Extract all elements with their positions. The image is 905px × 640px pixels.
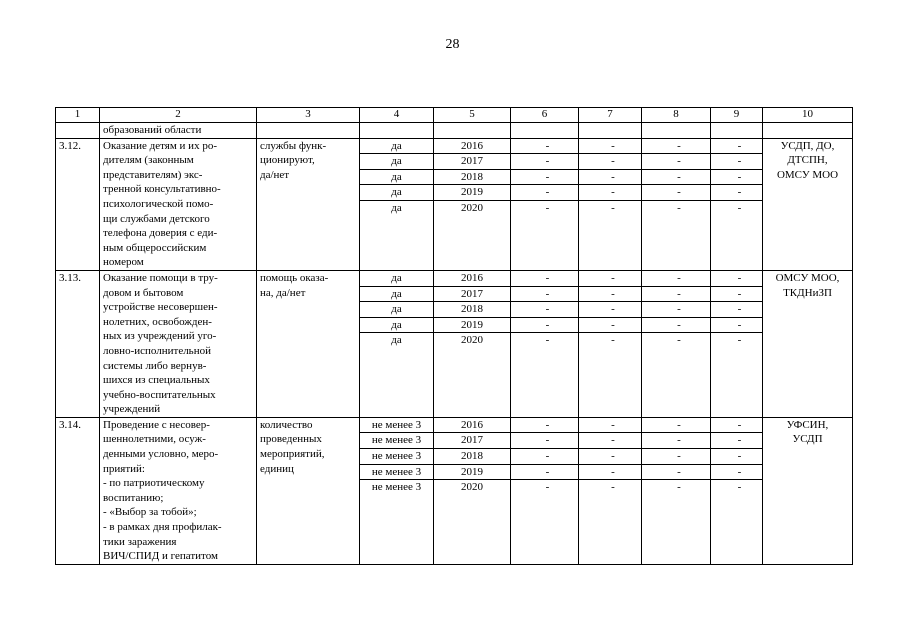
item-name-line: щи службами детского xyxy=(103,212,210,225)
continuation-indicator-cell xyxy=(257,123,360,139)
year-value: 2018 xyxy=(434,302,510,318)
responsible-line: УСДП xyxy=(792,433,823,446)
target-value-stack xyxy=(360,418,433,495)
funding-c6-cell xyxy=(511,417,579,564)
year-value-stack xyxy=(434,271,510,348)
funding-c7-cell xyxy=(579,417,642,564)
funding-c9-value: - xyxy=(737,201,742,214)
funding-c9-value: - xyxy=(711,185,762,201)
item-name-line: Оказание помощи в тру- xyxy=(103,271,218,284)
item-name-line: дителям (законным xyxy=(103,154,194,167)
funding-c9-value: - xyxy=(737,334,742,347)
header-cell: 8 xyxy=(642,108,711,123)
header-cell: 5 xyxy=(434,108,511,123)
funding-c7-value: - xyxy=(611,201,615,214)
target-value-stack xyxy=(360,271,433,348)
funding-c8-cell xyxy=(642,417,711,564)
header-cell: 1 xyxy=(56,108,100,123)
item-number-cell xyxy=(56,138,100,270)
indicator-line: на, да/нет xyxy=(260,286,306,299)
year-value: 2018 xyxy=(434,449,510,465)
target-value: не менее 3 xyxy=(360,465,433,481)
indicator-cell xyxy=(257,138,360,270)
item-name-line: шеннолетними, осуж- xyxy=(103,433,206,446)
funding-c7-value: - xyxy=(579,418,641,434)
funding-c6-value: - xyxy=(511,271,578,287)
year-value: 2018 xyxy=(434,170,510,186)
funding-c8-value: - xyxy=(642,271,710,287)
funding-c9-value: - xyxy=(711,449,762,465)
item-name-line: учреждений xyxy=(103,403,161,416)
funding-c9-value-stack xyxy=(711,139,762,216)
header-cell: 4 xyxy=(360,108,434,123)
item-name-line: денными условно, меро- xyxy=(103,448,219,461)
header-cell: 9 xyxy=(711,108,763,123)
year-value: 2016 xyxy=(434,139,510,155)
indicator-cell xyxy=(257,417,360,564)
item-name-line: Оказание детям и их ро- xyxy=(103,139,217,152)
indicator-line: помощь оказа- xyxy=(260,271,329,284)
funding-c6-value: - xyxy=(511,465,578,481)
year-value: 2019 xyxy=(434,465,510,481)
item-name-line: представителям) экс- xyxy=(103,168,203,181)
year-cell xyxy=(434,138,511,270)
responsible-cell xyxy=(763,270,853,417)
funding-c8-value: - xyxy=(642,154,710,170)
item-name-line: ным общероссийским xyxy=(103,241,207,254)
target-value: да xyxy=(360,170,433,186)
item-name-cell xyxy=(100,138,257,270)
item-name-line: - «Выбор за тобой»; xyxy=(103,506,197,519)
indicator-line: ционируют, xyxy=(260,154,315,167)
year-value: 2016 xyxy=(434,271,510,287)
table-header-row xyxy=(56,108,853,123)
year-value: 2017 xyxy=(434,287,510,303)
continuation-num-cell xyxy=(56,123,100,139)
continuation-value-cell xyxy=(360,123,434,139)
year-value: 2020 xyxy=(461,201,483,214)
item-name-line: ловно-исполнительной xyxy=(103,344,211,357)
funding-c6-value: - xyxy=(545,334,550,347)
funding-c8-value: - xyxy=(642,449,710,465)
responsible-line: ДТСПН, xyxy=(787,154,828,167)
continuation-row xyxy=(56,123,853,139)
funding-c6-value: - xyxy=(511,318,578,334)
funding-c8-cell xyxy=(642,270,711,417)
funding-c7-value: - xyxy=(579,154,641,170)
funding-c9-value: - xyxy=(711,465,762,481)
funding-c6-value: - xyxy=(511,287,578,303)
responsible-line: ОМСУ МОО, xyxy=(775,271,840,284)
target-value: да xyxy=(360,271,433,287)
year-value: 2019 xyxy=(434,185,510,201)
item-name-line: Проведение с несовер- xyxy=(103,418,210,431)
responsible-cell xyxy=(763,417,853,564)
year-cell xyxy=(434,270,511,417)
funding-c7-cell xyxy=(579,138,642,270)
funding-c6-value: - xyxy=(511,139,578,155)
funding-c9-value: - xyxy=(737,481,742,494)
funding-c6-value: - xyxy=(545,481,550,494)
continuation-c9-cell xyxy=(711,123,763,139)
funding-c7-value: - xyxy=(579,318,641,334)
funding-c8-value: - xyxy=(642,170,710,186)
item-name-line: довом и бытовом xyxy=(103,286,184,299)
responsible-line: ТКДНиЗП xyxy=(783,286,832,299)
year-value-stack xyxy=(434,418,510,495)
item-number: 3.14. xyxy=(59,418,81,431)
item-name-line: устройстве несовершен- xyxy=(103,301,218,314)
funding-c9-cell xyxy=(711,270,763,417)
funding-c7-value-stack xyxy=(579,139,641,216)
year-value-stack xyxy=(434,139,510,216)
funding-c6-value-stack xyxy=(511,271,578,348)
header-cell: 7 xyxy=(579,108,642,123)
target-value-stack xyxy=(360,139,433,216)
continuation-name-cell xyxy=(100,123,257,139)
funding-c9-value: - xyxy=(711,154,762,170)
indicator-line: количество xyxy=(260,418,313,431)
item-name-line: ных из учреждений уго- xyxy=(103,330,217,343)
funding-c9-value: - xyxy=(711,302,762,318)
funding-c8-value: - xyxy=(642,287,710,303)
item-name-line: - по патриотическому xyxy=(103,477,205,490)
funding-c7-value: - xyxy=(579,465,641,481)
item-name-line: учебно-воспитательных xyxy=(103,388,216,401)
target-value: не менее 3 xyxy=(371,481,422,494)
funding-c6-value-stack xyxy=(511,418,578,495)
table-row xyxy=(56,138,853,270)
header-cell: 6 xyxy=(511,108,579,123)
item-name-cell xyxy=(100,417,257,564)
funding-c8-value-stack xyxy=(642,271,710,348)
funding-c8-value: - xyxy=(677,334,681,347)
header-cell: 3 xyxy=(257,108,360,123)
funding-c6-value: - xyxy=(511,302,578,318)
funding-c9-value-stack xyxy=(711,418,762,495)
funding-c9-value: - xyxy=(711,139,762,155)
funding-c7-value-stack xyxy=(579,271,641,348)
funding-c6-value: - xyxy=(545,201,550,214)
continuation-c7-cell xyxy=(579,123,642,139)
target-value: да xyxy=(360,139,433,155)
item-name-line: нолетних, освобожден- xyxy=(103,315,212,328)
header-cell: 2 xyxy=(100,108,257,123)
item-name-line: психологической помо- xyxy=(103,197,214,210)
funding-c7-value: - xyxy=(579,139,641,155)
funding-c7-value: - xyxy=(579,287,641,303)
target-value-cell xyxy=(360,270,434,417)
funding-c7-value: - xyxy=(579,170,641,186)
year-value: 2019 xyxy=(434,318,510,334)
continuation-year-cell xyxy=(434,123,511,139)
target-value-cell xyxy=(360,138,434,270)
funding-c8-value: - xyxy=(677,201,681,214)
target-value: не менее 3 xyxy=(360,449,433,465)
year-value: 2020 xyxy=(461,334,483,347)
funding-c9-value: - xyxy=(711,271,762,287)
item-name-line: приятий: xyxy=(103,462,145,475)
responsible-line: ОМСУ МОО xyxy=(776,168,839,181)
item-name-line: системы либо вернув- xyxy=(103,359,207,372)
name-line: образований области xyxy=(103,124,202,136)
indicator-line: службы функ- xyxy=(260,139,327,152)
funding-c8-value: - xyxy=(677,481,681,494)
funding-c9-cell xyxy=(711,138,763,270)
year-cell xyxy=(434,417,511,564)
funding-c7-value: - xyxy=(579,449,641,465)
item-name-cell xyxy=(100,270,257,417)
funding-c7-value: - xyxy=(611,334,615,347)
funding-c8-cell xyxy=(642,138,711,270)
target-value: не менее 3 xyxy=(360,433,433,449)
funding-c9-value: - xyxy=(711,287,762,303)
funding-c7-value-stack xyxy=(579,418,641,495)
year-value: 2017 xyxy=(434,154,510,170)
target-value: да xyxy=(360,302,433,318)
responsible-line: УФСИН, xyxy=(786,418,829,431)
funding-c7-value: - xyxy=(579,433,641,449)
funding-c6-value: - xyxy=(511,154,578,170)
funding-c9-cell xyxy=(711,417,763,564)
item-name-line: номером xyxy=(103,256,144,269)
item-name-line: - в рамках дня профилак- xyxy=(103,521,222,534)
indicator-line: единиц xyxy=(260,462,294,475)
target-value: да xyxy=(360,154,433,170)
item-name-line: шихся из специальных xyxy=(103,374,210,387)
funding-c7-value: - xyxy=(579,302,641,318)
year-value: 2016 xyxy=(434,418,510,434)
funding-c9-value: - xyxy=(711,418,762,434)
funding-c9-value-stack xyxy=(711,271,762,348)
funding-c7-value: - xyxy=(579,271,641,287)
funding-c6-value: - xyxy=(511,185,578,201)
funding-c7-value: - xyxy=(579,185,641,201)
funding-c8-value-stack xyxy=(642,418,710,495)
indicator-line: да/нет xyxy=(260,168,290,181)
year-value: 2020 xyxy=(461,481,483,494)
funding-c6-value: - xyxy=(511,170,578,186)
item-name-line: ВИЧ/СПИД и гепатитом xyxy=(103,550,218,563)
funding-c6-value-stack xyxy=(511,139,578,216)
target-value: да xyxy=(360,185,433,201)
funding-c6-cell xyxy=(511,138,579,270)
table-row xyxy=(56,270,853,417)
plan-table xyxy=(55,107,853,565)
responsible-cell xyxy=(763,138,853,270)
responsible-line: УСДП, ДО, xyxy=(780,139,835,152)
header-cell: 10 xyxy=(763,108,853,123)
item-number-cell xyxy=(56,270,100,417)
item-number: 3.12. xyxy=(59,139,81,152)
continuation-resp-cell xyxy=(763,123,853,139)
funding-c8-value: - xyxy=(642,418,710,434)
item-name-line: телефона доверия с еди- xyxy=(103,227,218,240)
funding-c6-cell xyxy=(511,270,579,417)
target-value: да xyxy=(360,318,433,334)
funding-c6-value: - xyxy=(511,433,578,449)
target-value-cell xyxy=(360,417,434,564)
item-number: 3.13. xyxy=(59,271,81,284)
funding-c8-value: - xyxy=(642,465,710,481)
funding-c9-value: - xyxy=(711,318,762,334)
funding-c9-value: - xyxy=(711,170,762,186)
target-value: да xyxy=(391,201,402,214)
funding-c7-cell xyxy=(579,270,642,417)
continuation-c8-cell xyxy=(642,123,711,139)
item-name-line: тики заражения xyxy=(103,535,177,548)
funding-c8-value: - xyxy=(642,433,710,449)
target-value: не менее 3 xyxy=(360,418,433,434)
funding-c7-value: - xyxy=(611,481,615,494)
continuation-c6-cell xyxy=(511,123,579,139)
item-number-cell xyxy=(56,417,100,564)
target-value: да xyxy=(391,334,402,347)
funding-c8-value: - xyxy=(642,139,710,155)
indicator-line: мероприятий, xyxy=(260,448,325,461)
year-value: 2017 xyxy=(434,433,510,449)
item-name-line: тренной консультативно- xyxy=(103,183,221,196)
indicator-line: проведенных xyxy=(260,433,322,446)
target-value: да xyxy=(360,287,433,303)
funding-c8-value: - xyxy=(642,318,710,334)
table-row xyxy=(56,417,853,564)
funding-c9-value: - xyxy=(711,433,762,449)
page-number: 28 xyxy=(445,37,460,52)
item-name-line: воспитанию; xyxy=(103,491,164,504)
indicator-cell xyxy=(257,270,360,417)
funding-c6-value: - xyxy=(511,449,578,465)
funding-c8-value-stack xyxy=(642,139,710,216)
funding-c8-value: - xyxy=(642,302,710,318)
funding-c8-value: - xyxy=(642,185,710,201)
funding-c6-value: - xyxy=(511,418,578,434)
